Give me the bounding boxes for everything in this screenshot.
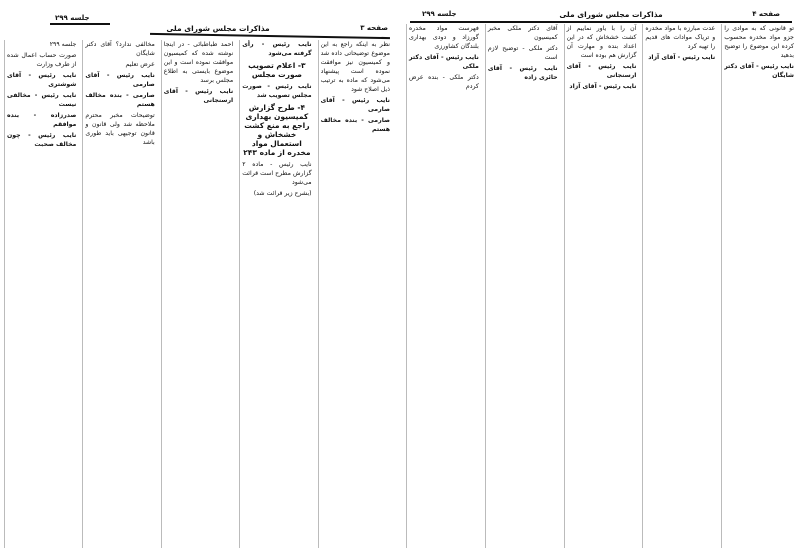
speaker-line: صارمی - بنده مخالف هستم xyxy=(85,92,155,108)
page-number: صفحه ۳ xyxy=(360,24,388,32)
paragraph: فهرست مواد مخدره گورزاد و دودی بهداری بلندگان کشاورزی xyxy=(409,25,479,50)
text-column xyxy=(82,40,156,548)
paragraph: جلسه ۲۹۹ xyxy=(49,41,77,48)
right-page xyxy=(402,0,800,554)
text-column xyxy=(239,40,313,548)
text-column xyxy=(485,24,560,548)
header-rule xyxy=(410,21,792,23)
speaker-line: نایب رئیس - آقای ارسنجانی xyxy=(566,63,637,79)
paragraph: توضیحات مخبر محترم ملاحظه شد ولی قانون و قانون توجیهی باید طوری باشد xyxy=(85,112,155,146)
paragraph: آن را با یاور نماییم از کشت خشخاش که در این اعداد بنده و مهارت آن گزارش هم بوده است xyxy=(566,25,637,59)
text-column xyxy=(4,40,78,548)
text-columns xyxy=(406,24,796,548)
text-columns xyxy=(4,40,392,548)
speaker-line: صدرزاده - بنده موافقم xyxy=(6,112,77,128)
paragraph: (بشرح زیر قرائت شد) xyxy=(253,190,312,197)
page-title: مذاکرات مجلس شورای ملی xyxy=(166,24,270,33)
speaker-line: صارمی - بنده مخالف هستم xyxy=(320,117,390,133)
paragraph: دکتر ملکی - توضیح لازم است xyxy=(487,45,558,61)
speaker-line: نایب رئیس - آقای دکتر ملکی xyxy=(409,54,479,70)
speaker-line: نایب رئیس - آقای شوشتری xyxy=(6,72,77,88)
speaker-line: نایب رئیس - آقای صارمی xyxy=(85,72,155,88)
speaker-line: نایب رئیس - چون مخالف صحبت xyxy=(6,132,77,148)
paragraph: صورت حساب اعمال شده از طرف وزارت xyxy=(6,52,77,68)
paragraph: احمد طباطبائی - در اینجا نوشته شده که کمیسیون موافقت نموده است و این موضوع بایستی به اطلاع مجلس برسد xyxy=(163,41,234,84)
speaker-line: نایب رئیس - صورت مجلس تصویب شد xyxy=(242,83,312,99)
section-heading: ۳- اعلام تصویب صورت مجلس xyxy=(248,61,306,79)
paragraph: آقای دکتر ملکی مخبر کمیسیون xyxy=(487,25,558,41)
speaker-line: نایب رئیس - آقای آزاد xyxy=(648,54,716,61)
page-number: صفحه ۴ xyxy=(752,10,780,18)
text-column xyxy=(564,24,639,548)
paragraph: عرض تعلیم xyxy=(125,61,155,68)
paragraph: نایب رئیس - ماده ۲ گزارش مطرح است قرائت می‌شود xyxy=(242,161,312,186)
header-rule xyxy=(50,23,110,25)
text-column xyxy=(406,24,481,548)
speaker-line: نایب رئیس - آقای آزاد xyxy=(569,83,637,90)
left-page xyxy=(0,0,396,554)
section-heading: ۴- طرح گزارش کمیسیون بهداری راجع به منع کشت خشخاش و استعمال مواد مخدره از ماده ۲۴۳ xyxy=(243,103,311,157)
speaker-line: نایب رئیس - رأی گرفته می‌شود xyxy=(242,41,312,57)
text-column xyxy=(721,24,796,548)
paragraph: نظر به اینکه راجع به این موضوع توضیحاتی داده شد و کمیسیون نیز موافقت نموده است پیشنهاد می‌شود که ماده به ترتیب ذیل اصلاح شود xyxy=(320,41,390,93)
paragraph: تو قانونی که به موادی را جزو مواد مخدره محسوب کرده این موضوع را توضیح بدهید xyxy=(724,25,794,59)
text-column xyxy=(161,40,235,548)
speaker-line: نایب رئیس - آقای دکتر شایگان xyxy=(724,63,794,79)
paragraph: عدت مبارزه با مواد مخدره و تریاک موادات های قدیم را تهیه کرد xyxy=(645,25,716,50)
speaker-line: نایب رئیس - آقای ارسنجانی xyxy=(163,88,234,104)
speaker-line: نایب رئیس - آقای حائری زاده xyxy=(487,65,558,81)
page-title: مذاکرات مجلس شورای ملی xyxy=(559,10,663,19)
header-rule xyxy=(150,33,390,39)
text-column xyxy=(318,40,392,548)
page-header xyxy=(0,10,396,32)
speaker-line: نایب رئیس - مخالفی نیست xyxy=(6,92,77,108)
session-number: جلسه ۲۹۹ xyxy=(55,14,90,22)
session-number: جلسه ۲۹۹ xyxy=(422,10,457,18)
text-column xyxy=(642,24,717,548)
paragraph: دکتر ملکی - بنده عرض کردم xyxy=(409,74,479,90)
paragraph: مخالفی ندارد؟ آقای دکتر شایگان xyxy=(85,41,155,57)
speaker-line: نایب رئیس - آقای صارمی xyxy=(320,97,390,113)
